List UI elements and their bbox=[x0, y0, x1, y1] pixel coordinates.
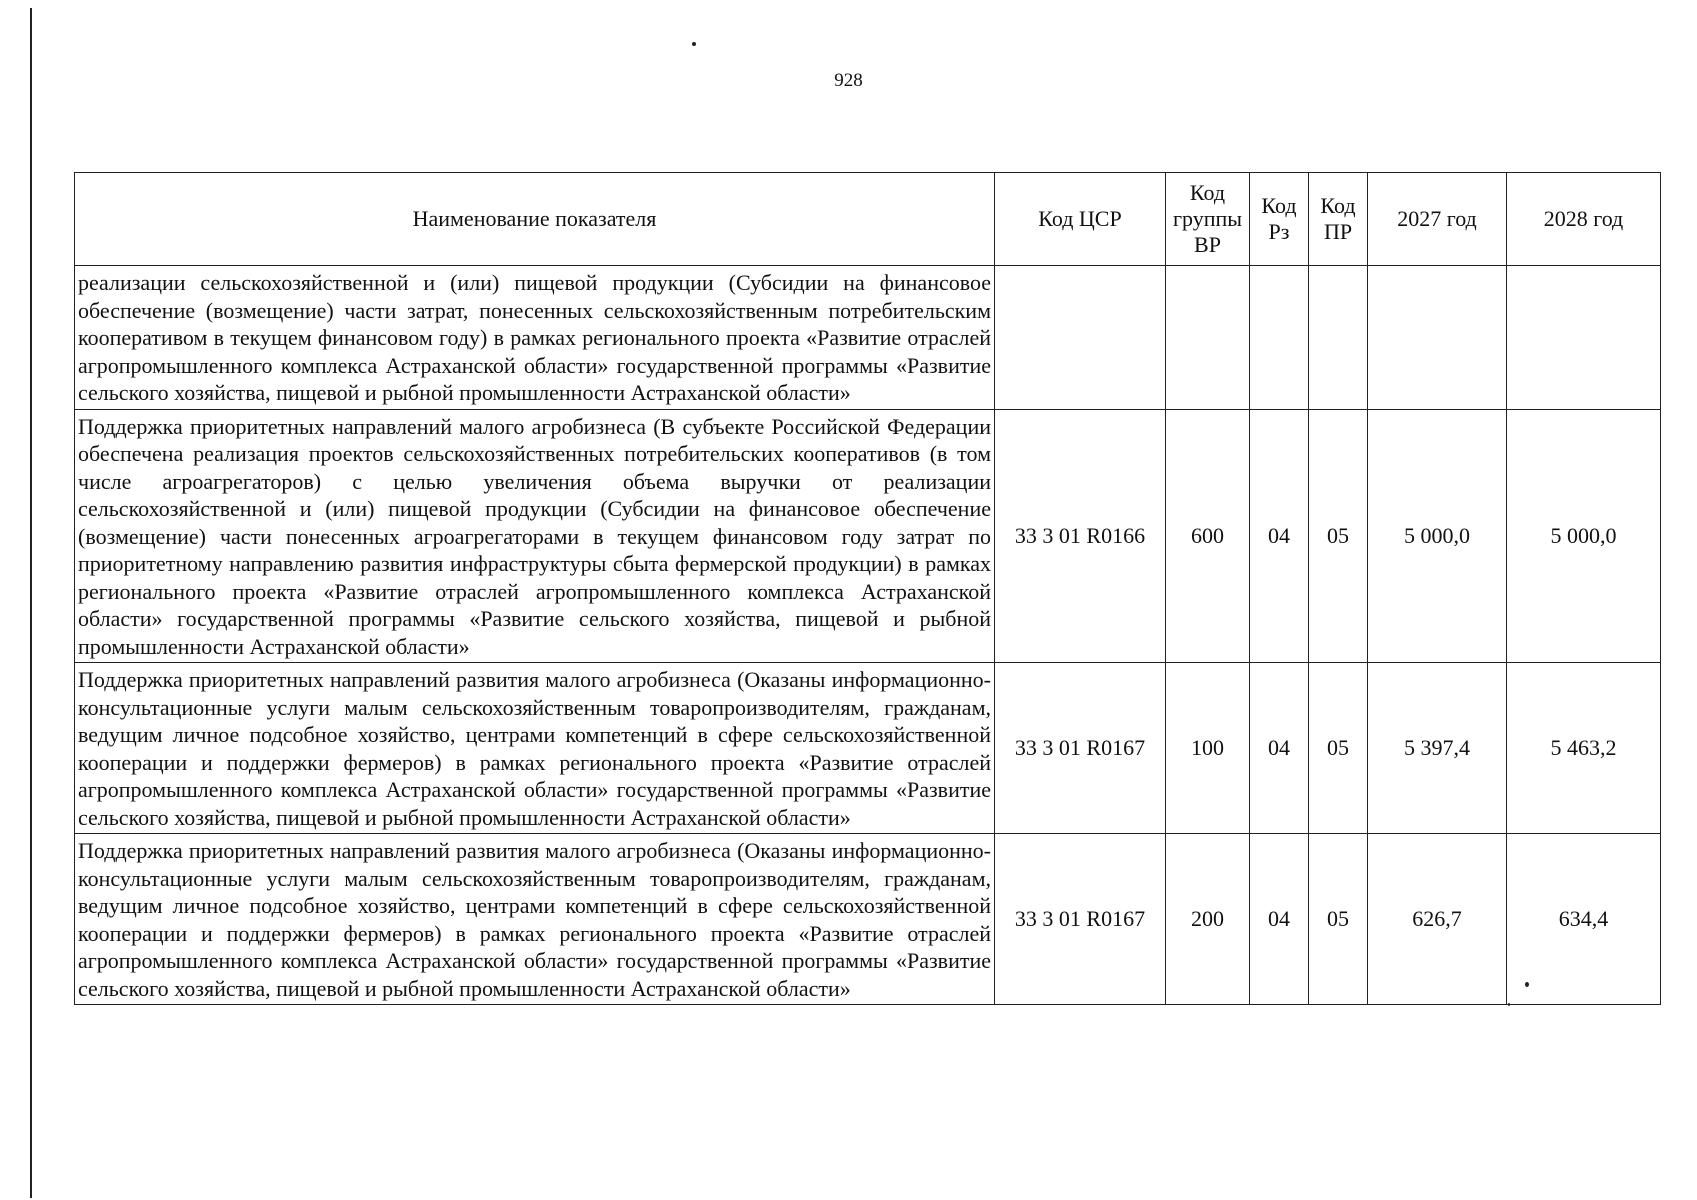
vr-group-cell: 100 bbox=[1166, 663, 1250, 834]
pr-code-cell: 05 bbox=[1309, 663, 1368, 834]
header-year-2028: 2028 год bbox=[1507, 173, 1661, 266]
scan-edge-line bbox=[30, 8, 32, 1198]
rz-code-cell bbox=[1250, 266, 1309, 410]
vr-group-cell: 200 bbox=[1166, 834, 1250, 1005]
amount-2028-cell bbox=[1507, 266, 1661, 410]
indicator-name-cell: Поддержка приоритетных направлений малого агробизнеса (В субъекте Российской Федерации обеспечена реализация проектов сельскохозяйственных потребительских кооперативов (в том числе агроагрегаторов) с целью увеличения объема выручки от реализации сельскохозяйственной и (или) пищевой продукции (Субсидии на финансовое обеспечение (возмещение) части понесенных агроагрегаторами в текущем финансовом году затрат по приоритетному направлению развития инфраструктуры сбыта фермерской продукции) в рамках регионального проекта «Развитие отраслей агропромышленного комплекса Астраханской области» государственной программы «Развитие сельского хозяйства, пищевой и рыбной промышленности Астраханской области» bbox=[75, 409, 995, 663]
header-rz-code: Код Рз bbox=[1250, 173, 1309, 266]
page-number: 928 bbox=[834, 70, 863, 91]
indicator-name-cell: Поддержка приоритетных направлений развития малого агробизнеса (Оказаны информационно-консультационные услуги малым сельскохозяйственным товаропроизводителям, гражданам, ведущим личное подсобное хозяйство, центрами компетенций в сфере сельскохозяйственной кооперации и поддержки фермеров) в рамках регионального проекта «Развитие отраслей агропромышленного комплекса Астраханской области» государственной программы «Развитие сельского хозяйства, пищевой и рыбной промышленности Астраханской области» bbox=[75, 663, 995, 834]
amount-2028-cell: 5 463,2 bbox=[1507, 663, 1661, 834]
table-header-row bbox=[75, 173, 1661, 266]
csr-code-cell: 33 3 01 R0166 bbox=[995, 409, 1166, 663]
rz-code-cell: 04 bbox=[1250, 409, 1309, 663]
table-row bbox=[75, 834, 1661, 1005]
table-row bbox=[75, 663, 1661, 834]
header-indicator-name: Наименование показателя bbox=[75, 173, 995, 266]
amount-2027-cell: 5 397,4 bbox=[1368, 663, 1507, 834]
table-row bbox=[75, 266, 1661, 410]
header-year-2027: 2027 год bbox=[1368, 173, 1507, 266]
amount-2028-cell: 634,4 bbox=[1507, 834, 1661, 1005]
csr-code-cell bbox=[995, 266, 1166, 410]
amount-2027-cell: 626,7 bbox=[1368, 834, 1507, 1005]
amount-2028-cell: 5 000,0 bbox=[1507, 409, 1661, 663]
rz-code-cell: 04 bbox=[1250, 834, 1309, 1005]
csr-code-cell: 33 3 01 R0167 bbox=[995, 834, 1166, 1005]
pr-code-cell: 05 bbox=[1309, 409, 1368, 663]
rz-code-cell: 04 bbox=[1250, 663, 1309, 834]
header-vr-group-code: Код группы ВР bbox=[1166, 173, 1250, 266]
amount-2027-cell: 5 000,0 bbox=[1368, 409, 1507, 663]
indicator-name-cell: реализации сельскохозяйственной и (или) пищевой продукции (Субсидии на финансовое обеспечение (возмещение) части затрат, понесенных сельскохозяйственным потребительским кооперативом в текущем финансовом году) в рамках регионального проекта «Развитие отраслей агропромышленного комплекса Астраханской области» государственной программы «Развитие сельского хозяйства, пищевой и рыбной промышленности Астраханской области» bbox=[75, 266, 995, 410]
pr-code-cell: 05 bbox=[1309, 834, 1368, 1005]
scan-speck bbox=[692, 42, 696, 46]
amount-2027-cell bbox=[1368, 266, 1507, 410]
vr-group-cell: 600 bbox=[1166, 409, 1250, 663]
pr-code-cell bbox=[1309, 266, 1368, 410]
indicator-name-cell: Поддержка приоритетных направлений развития малого агробизнеса (Оказаны информационно-консультационные услуги малым сельскохозяйственным товаропроизводителям, гражданам, ведущим личное подсобное хозяйство, центрами компетенций в сфере сельскохозяйственной кооперации и поддержки фермеров) в рамках регионального проекта «Развитие отраслей агропромышленного комплекса Астраханской области» государственной программы «Развитие сельского хозяйства, пищевой и рыбной промышленности Астраханской области» bbox=[75, 834, 995, 1005]
csr-code-cell: 33 3 01 R0167 bbox=[995, 663, 1166, 834]
table-row bbox=[75, 409, 1661, 663]
vr-group-cell bbox=[1166, 266, 1250, 410]
header-csr-code: Код ЦСР bbox=[995, 173, 1166, 266]
budget-table bbox=[74, 172, 1661, 1005]
header-pr-code: Код ПР bbox=[1309, 173, 1368, 266]
